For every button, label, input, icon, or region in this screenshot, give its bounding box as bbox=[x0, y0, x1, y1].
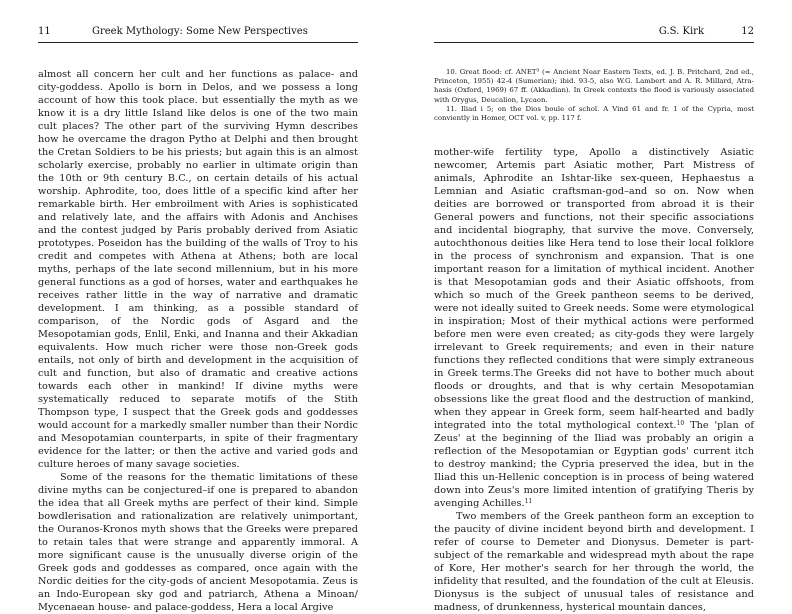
right-header-rule bbox=[434, 42, 754, 43]
right-page bbox=[396, 0, 792, 612]
right-paragraph-1 bbox=[434, 146, 754, 510]
footnotes bbox=[434, 68, 754, 123]
footnote-ref-10: 10 bbox=[676, 420, 685, 427]
left-page-header bbox=[38, 25, 358, 41]
left-running-head: Greek Mythology: Some New Perspectives bbox=[92, 26, 308, 37]
left-header-rule bbox=[38, 42, 358, 43]
right-running-head: G.S. Kirk bbox=[658, 26, 704, 37]
left-page-number: 11 bbox=[38, 26, 51, 37]
footnote-ref-11: 11 bbox=[524, 498, 533, 505]
right-body-text bbox=[434, 146, 754, 614]
left-body-text bbox=[38, 68, 358, 614]
right-paragraph-1-part-a: mother-wife fertility type, Apollo a distinctively Asiatic newcomer, Artemis part Asiatic mother, Part Mistress of animals, Aphrodite an Ishtar-like sex-queen, Hephaestus a Lemnian and Asiatic craftsman-god–and so on. Now when deities are borrowed or transported from abroad it is their General powers and functions, not their specific associations and incidental biography, that survive the move. Conversely, autochthonous deities like Hera tend to lose their local folklore in the process of synchronism and expansion. That is one important reason for a limitation of mythical incident. Another is that Mesopotamian gods and their Asiatic offshoots, from which so much of the Greek pantheon seems to be derived, were not ideally suited to Greek needs. Some were etymological in inspiration; Most of their mythical actions were performed before men were even created; as city-gods they were largely irrelevant to Greek requirements; and even in their nature functions they reflected conditions that were simply extraneous in Greek terms.The Greeks did not have to bother much about floods or droughts, and that is why certain Mesopotamian obsessions like the great flood and the destruction of mankind, when they appear in Greek form, seem half-hearted and badly integrated into the total mythological context. bbox=[434, 147, 754, 431]
left-paragraph-1: almost all concern her cult and her functions as palace- and city-goddess. Apollo is born in Delos, and we possess a long account of how this took place. but essentially the myth as we know it is a dry little Island like delos is one of the two main cult places? The other part of the surviving Hymn describes how he overcame the dragon Pytho at Delphi and then brought the Cretan Soldiers to be his priests; but again this is an almost scholarly exercise, probably no earlier in ultimate origin than the 10th or 9th century B.C., on certain details of his actual worship. Aphrodite, too, does little of a specific kind after her remarkable birth. Her embroilment with Aries is sophisticated and relatively late, and the affairs with Adonis and Anchises and the contest judged by Paris probably derived from Asiatic prototypes. Poseidon has the building of the walls of Troy to his credit and competes with Athena at Athens; both are local myths, perhaps of the late second millennium, but in his more general functions as a god of horses, water and earthquakes he receives rather little in the way of narrative and dramatic development. I am thinking, as a possible standard of comparison, of the Nordic gods of Asgard and the Mesopotamian gods, Enlil, Enki, and Inanna and their Akkadian equivalents. How much richer were those non-Greek gods entails, not only of birth and development in the acquisition of cult and function, but also of dramatic and creative actions towards each other in mankind! If divine myths were systematically reduced to separate motifs of the Stith Thompson type, I suspect that the Greek gods and goddesses would account for a markedly smaller number than their Nordic and Mesopotamian counterparts, in spite of their fragmentary evidence for the latter; or then the active and varied gods and culture heroes of many savage societies. bbox=[38, 69, 358, 470]
right-page-number: 12 bbox=[741, 26, 754, 37]
right-page-header bbox=[434, 25, 754, 41]
right-paragraph-1-part-b: The 'plan of Zeus' at the beginning of the Iliad was probably an origin a reflection of the Mesopotamian or Egyptian gods' current itch to destroy mankind; the Cypria preserved the idea, but in the Iliad this un-Hellenic conception is in process of being watered down into Zeus's more limited intention of gratifying Theris by avenging Achilles. bbox=[434, 420, 754, 509]
footnote-11: 11. Iliad i 5; on the Dios boule of schol. A Vind 61 and fr. 1 of the Cypria, most conviently in Homer, OCT vol. v, pp. 117 f. bbox=[434, 104, 754, 123]
left-paragraph-2: Some of the reasons for the thematic limitations of these divine myths can be conjectured–if one is prepared to abandon the idea that all Greek myths are perfect of their kind. Simple bowdlerisation and rationalization are relatively unimportant, the Ouranos-Kronos myth shows that the Greeks were prepared to retain tales that were strange and apparently immoral. A more significant cause is the unusually diverse origin of the Greek gods and goddesses as compared, once again with the Nordic deities for the city-gods of ancient Mesopotamia. Zeus is an Indo-European sky god and patriarch, Athena a Minoan/ Mycenaean house- and palace-goddess, Hera a local Argive bbox=[38, 472, 358, 613]
right-paragraph-2: Two members of the Greek pantheon form an exception to the paucity of divine incident beyond birth and development. I refer of course to Demeter and Dionysus. Demeter is part-subject of the remarkable and widespread myth about the rape of Kore, Her mother's search for her through the world, the infidelity that resulted, and the foundation of the cult at Eleusis. Dionysus is the subject of unusual tales of resistance and madness, of drunkenness, hysterical mountain dances, bbox=[434, 511, 754, 613]
footnote-10: 10. Great flood: cf. ANET³ (= Ancient Near Eastern Texts, ed. J. B. Pritchard, 2nd ed., Princeton, 1955) 42-4 (Sumerian); ibid. 93-5, also W.G. Lambert and A. R. Millard, Atra-hasis (Oxford, 1969) 67 ff. (Akkadian). In Greek contexts the flood is variously associated with Orygus, Deucalion, Lycaon. bbox=[434, 68, 754, 104]
left-page bbox=[0, 0, 396, 612]
